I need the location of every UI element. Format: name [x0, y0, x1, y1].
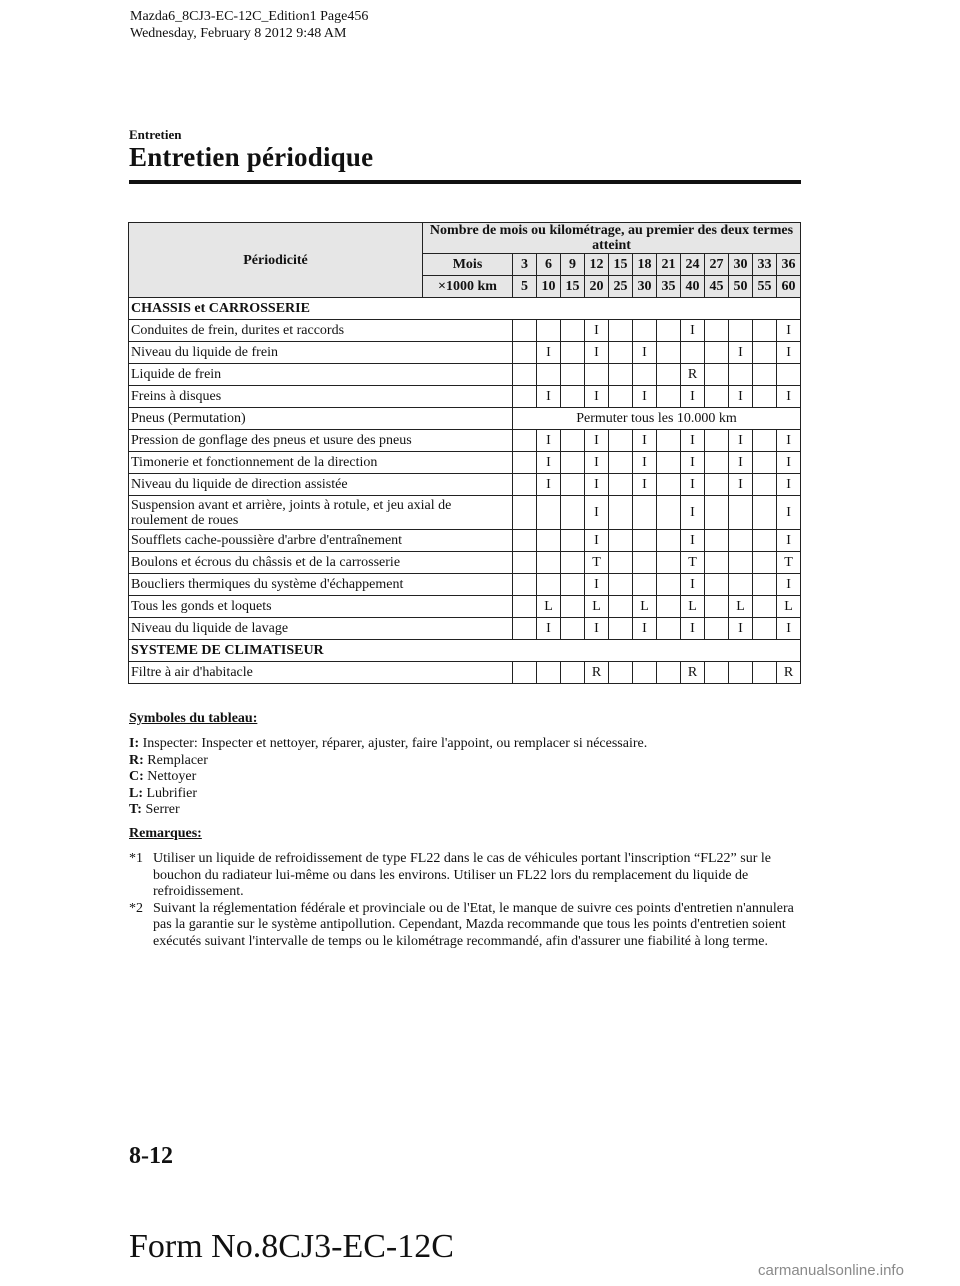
schedule-cell [705, 474, 729, 496]
schedule-cell [537, 320, 561, 342]
schedule-cell [753, 662, 777, 684]
schedule-cell [705, 496, 729, 530]
table-row [129, 386, 801, 408]
schedule-cell [561, 474, 585, 496]
km-header-cell: 20 [585, 276, 609, 298]
month-header-cell: 24 [681, 254, 705, 276]
schedule-cell [609, 342, 633, 364]
month-header-cell: 27 [705, 254, 729, 276]
month-header-cell: 6 [537, 254, 561, 276]
schedule-cell: I [633, 474, 657, 496]
schedule-cell [609, 496, 633, 530]
interval-span-header: Nombre de mois ou kilométrage, au premier des deux termes atteint [423, 223, 801, 254]
schedule-cell [657, 596, 681, 618]
schedule-cell [657, 430, 681, 452]
item-name: Boulons et écrous du châssis et de la carrosserie [129, 552, 513, 574]
table-row [129, 408, 801, 430]
schedule-cell [657, 386, 681, 408]
schedule-cell [729, 662, 753, 684]
km-header-cell: 30 [633, 276, 657, 298]
schedule-cell [561, 530, 585, 552]
symbol-item [129, 769, 647, 786]
schedule-cell [633, 552, 657, 574]
schedule-cell [537, 530, 561, 552]
schedule-cell [609, 662, 633, 684]
item-name: Niveau du liquide de frein [129, 342, 513, 364]
schedule-cell: I [633, 386, 657, 408]
schedule-cell [753, 596, 777, 618]
remarks-list [129, 851, 801, 950]
remark-text: Suivant la réglementation fédérale et provinciale ou de l'Etat, le manque de suivre ces points d'entretien n'annulera pas la garantie sur le système antipollution. Cependant, Mazda recommande que tous les points d'entretien soient exécutés suivant l'intervalle de temps ou le kilométrage recommandé, afin d'assurer une fiabilité à long terme. [153, 900, 794, 949]
schedule-cell: I [585, 530, 609, 552]
km-header-cell: 60 [777, 276, 801, 298]
schedule-cell [609, 530, 633, 552]
schedule-cell [705, 552, 729, 574]
schedule-cell: I [777, 496, 801, 530]
schedule-cell [681, 342, 705, 364]
schedule-cell: I [585, 430, 609, 452]
remark-item [129, 901, 801, 951]
table-row [129, 552, 801, 574]
schedule-cell [561, 430, 585, 452]
schedule-cell: I [729, 474, 753, 496]
schedule-cell: L [537, 596, 561, 618]
schedule-cell [657, 552, 681, 574]
schedule-cell: R [777, 662, 801, 684]
schedule-cell [657, 496, 681, 530]
schedule-cell [513, 552, 537, 574]
schedule-cell: I [777, 618, 801, 640]
schedule-cell: I [633, 342, 657, 364]
schedule-cell: I [633, 430, 657, 452]
schedule-cell [705, 452, 729, 474]
km-header-cell: 25 [609, 276, 633, 298]
schedule-cell [753, 320, 777, 342]
watermark: carmanualsonline.info [758, 1262, 904, 1279]
section-title: CHASSIS et CARROSSERIE [129, 298, 801, 320]
month-header-cell: 12 [585, 254, 609, 276]
item-name: Conduites de frein, durites et raccords [129, 320, 513, 342]
months-label: Mois [423, 254, 513, 276]
section-row [129, 640, 801, 662]
schedule-cell [705, 364, 729, 386]
schedule-cell [633, 496, 657, 530]
symbol-item [129, 786, 647, 803]
schedule-cell [561, 386, 585, 408]
item-span-note: Permuter tous les 10.000 km [513, 408, 801, 430]
schedule-cell [585, 364, 609, 386]
schedule-cell: I [681, 618, 705, 640]
symbol-text: Serrer [145, 802, 180, 817]
schedule-cell: L [585, 596, 609, 618]
schedule-cell [729, 496, 753, 530]
month-header-cell: 33 [753, 254, 777, 276]
schedule-cell: I [681, 496, 705, 530]
schedule-cell: I [585, 386, 609, 408]
schedule-cell [609, 430, 633, 452]
schedule-cell [633, 574, 657, 596]
km-header-cell: 15 [561, 276, 585, 298]
table-row [129, 452, 801, 474]
schedule-cell [609, 474, 633, 496]
schedule-cell [513, 364, 537, 386]
schedule-cell [753, 364, 777, 386]
schedule-cell [561, 574, 585, 596]
schedule-cell: L [681, 596, 705, 618]
schedule-cell [753, 430, 777, 452]
schedule-cell [609, 364, 633, 386]
schedule-cell [753, 474, 777, 496]
month-header-cell: 30 [729, 254, 753, 276]
schedule-cell: I [729, 342, 753, 364]
item-name: Soufflets cache-poussière d'arbre d'entraînement [129, 530, 513, 552]
schedule-cell [513, 496, 537, 530]
schedule-cell: I [681, 430, 705, 452]
schedule-cell [753, 574, 777, 596]
schedule-cell [705, 574, 729, 596]
item-name: Timonerie et fonctionnement de la direction [129, 452, 513, 474]
table-row [129, 618, 801, 640]
page-title: Entretien périodique [129, 142, 374, 172]
table-row [129, 496, 801, 530]
item-name: Filtre à air d'habitacle [129, 662, 513, 684]
item-name: Boucliers thermiques du système d'échappement [129, 574, 513, 596]
section-row [129, 298, 801, 320]
schedule-cell [537, 496, 561, 530]
schedule-cell [729, 552, 753, 574]
section-label: Entretien [129, 127, 182, 142]
schedule-cell [537, 552, 561, 574]
item-name: Liquide de frein [129, 364, 513, 386]
schedule-cell [537, 662, 561, 684]
remark-mark: *1 [129, 851, 143, 866]
schedule-cell [729, 364, 753, 386]
schedule-cell: T [585, 552, 609, 574]
form-number: Form No.8CJ3-EC-12C [129, 1228, 454, 1265]
schedule-cell: I [537, 430, 561, 452]
item-name: Pression de gonflage des pneus et usure des pneus [129, 430, 513, 452]
table-row [129, 662, 801, 684]
schedule-cell: L [729, 596, 753, 618]
item-name: Suspension avant et arrière, joints à rotule, et jeu axial de roulement de roues [129, 496, 513, 530]
schedule-cell [537, 574, 561, 596]
schedule-cell: I [777, 386, 801, 408]
schedule-cell [705, 618, 729, 640]
schedule-cell [657, 320, 681, 342]
schedule-cell: I [729, 430, 753, 452]
schedule-cell [561, 552, 585, 574]
month-header-cell: 21 [657, 254, 681, 276]
maintenance-table [128, 222, 801, 684]
schedule-cell: I [681, 474, 705, 496]
schedule-cell: I [537, 452, 561, 474]
month-header-cell: 18 [633, 254, 657, 276]
table-row [129, 574, 801, 596]
schedule-cell [657, 662, 681, 684]
schedule-cell: I [585, 474, 609, 496]
schedule-cell: T [681, 552, 705, 574]
item-name: Freins à disques [129, 386, 513, 408]
schedule-cell: R [681, 364, 705, 386]
symbol-item [129, 753, 647, 770]
schedule-cell [513, 430, 537, 452]
schedule-cell [513, 530, 537, 552]
schedule-cell [561, 364, 585, 386]
schedule-cell [513, 618, 537, 640]
symbols-list [129, 736, 647, 819]
schedule-cell: I [585, 496, 609, 530]
schedule-cell: I [681, 386, 705, 408]
schedule-cell: I [585, 320, 609, 342]
table-row [129, 474, 801, 496]
schedule-cell [561, 320, 585, 342]
schedule-cell: I [777, 452, 801, 474]
schedule-cell [513, 474, 537, 496]
schedule-cell: I [537, 386, 561, 408]
schedule-cell: I [729, 386, 753, 408]
schedule-cell [513, 320, 537, 342]
schedule-cell [657, 364, 681, 386]
schedule-cell [633, 320, 657, 342]
schedule-cell: I [777, 430, 801, 452]
schedule-cell [705, 530, 729, 552]
symbol-key: L: [129, 785, 143, 801]
schedule-cell: I [537, 342, 561, 364]
schedule-cell: I [681, 452, 705, 474]
schedule-cell [753, 452, 777, 474]
table-row [129, 320, 801, 342]
symbol-key: T: [129, 802, 142, 817]
km-label: ×1000 km [423, 276, 513, 298]
schedule-cell [609, 452, 633, 474]
month-header-cell: 3 [513, 254, 537, 276]
schedule-cell [753, 386, 777, 408]
schedule-cell [609, 320, 633, 342]
print-header-line2: Wednesday, February 8 2012 9:48 AM [130, 26, 347, 41]
schedule-cell: I [585, 342, 609, 364]
schedule-cell [657, 452, 681, 474]
schedule-cell [657, 342, 681, 364]
schedule-cell: I [681, 530, 705, 552]
schedule-cell: R [681, 662, 705, 684]
remark-text: Utiliser un liquide de refroidissement de type FL22 dans le cas de véhicules portant l'inscription “FL22” sur le bouchon du radiateur lui-même ou dans les environs. Utiliser un FL22 lors du remplacement du liquide de refroidissement. [153, 851, 771, 899]
schedule-cell [705, 386, 729, 408]
schedule-cell: I [729, 618, 753, 640]
section-title: SYSTEME DE CLIMATISEUR [129, 640, 801, 662]
print-header-line1: Mazda6_8CJ3-EC-12C_Edition1 Page456 [130, 9, 369, 24]
schedule-cell [705, 430, 729, 452]
schedule-cell [513, 662, 537, 684]
remark-item [129, 851, 801, 901]
month-header-cell: 36 [777, 254, 801, 276]
symbol-item [129, 802, 647, 819]
schedule-cell: T [777, 552, 801, 574]
schedule-cell [705, 596, 729, 618]
schedule-cell [561, 342, 585, 364]
schedule-cell: I [537, 474, 561, 496]
km-header-cell: 55 [753, 276, 777, 298]
km-header-cell: 50 [729, 276, 753, 298]
schedule-cell [705, 662, 729, 684]
schedule-cell [537, 364, 561, 386]
remarks-title: Remarques: [129, 826, 202, 841]
symbol-text: Inspecter: Inspecter et nettoyer, réparer, ajuster, faire l'appoint, ou remplacer si nécessaire. [142, 736, 648, 751]
symbol-key: C: [129, 769, 144, 784]
schedule-cell [561, 496, 585, 530]
schedule-cell [609, 596, 633, 618]
schedule-cell [513, 342, 537, 364]
schedule-cell: I [777, 474, 801, 496]
title-rule [129, 180, 801, 184]
km-header-cell: 10 [537, 276, 561, 298]
remark-mark: *2 [129, 900, 143, 916]
month-header-cell: 15 [609, 254, 633, 276]
schedule-cell [753, 552, 777, 574]
schedule-cell [561, 662, 585, 684]
schedule-cell: I [681, 574, 705, 596]
schedule-cell: I [537, 618, 561, 640]
table-body [129, 298, 801, 684]
schedule-cell [513, 386, 537, 408]
schedule-cell: I [777, 574, 801, 596]
schedule-cell [729, 320, 753, 342]
schedule-cell: I [777, 320, 801, 342]
table-row [129, 430, 801, 452]
schedule-cell [753, 530, 777, 552]
schedule-cell [657, 530, 681, 552]
km-header-cell: 40 [681, 276, 705, 298]
schedule-cell: L [633, 596, 657, 618]
schedule-cell [609, 552, 633, 574]
schedule-cell [657, 574, 681, 596]
item-name: Niveau du liquide de lavage [129, 618, 513, 640]
schedule-cell: I [633, 618, 657, 640]
table-row [129, 596, 801, 618]
km-header-cell: 45 [705, 276, 729, 298]
schedule-cell: I [585, 574, 609, 596]
page-number: 8-12 [129, 1143, 173, 1169]
table-row [129, 530, 801, 552]
symbol-key: I: [129, 736, 140, 751]
periodicity-header: Périodicité [129, 223, 423, 298]
schedule-cell [633, 662, 657, 684]
table-row [129, 342, 801, 364]
schedule-cell: I [777, 342, 801, 364]
month-header-cell: 9 [561, 254, 585, 276]
schedule-cell [513, 596, 537, 618]
schedule-cell: L [777, 596, 801, 618]
item-name: Tous les gonds et loquets [129, 596, 513, 618]
km-header-cell: 35 [657, 276, 681, 298]
symbol-item [129, 736, 647, 753]
symbols-title: Symboles du tableau: [129, 711, 258, 726]
schedule-cell [609, 574, 633, 596]
schedule-cell [633, 530, 657, 552]
schedule-cell [705, 320, 729, 342]
schedule-cell [633, 364, 657, 386]
schedule-cell [513, 574, 537, 596]
schedule-cell [657, 618, 681, 640]
schedule-cell: I [777, 530, 801, 552]
schedule-cell: I [681, 320, 705, 342]
schedule-cell [561, 618, 585, 640]
schedule-cell: I [585, 618, 609, 640]
print-header [130, 8, 368, 42]
schedule-cell: I [585, 452, 609, 474]
symbol-text: Lubrifier [146, 785, 198, 801]
item-name: Niveau du liquide de direction assistée [129, 474, 513, 496]
schedule-cell [657, 474, 681, 496]
schedule-cell [753, 496, 777, 530]
symbol-text: Nettoyer [147, 769, 197, 784]
schedule-cell [753, 618, 777, 640]
table-row [129, 364, 801, 386]
km-header-cell: 5 [513, 276, 537, 298]
schedule-cell [561, 452, 585, 474]
schedule-cell [513, 452, 537, 474]
schedule-cell [777, 364, 801, 386]
schedule-cell [729, 530, 753, 552]
schedule-cell: R [585, 662, 609, 684]
schedule-cell [609, 386, 633, 408]
symbol-text: Remplacer [147, 752, 208, 768]
schedule-cell [705, 342, 729, 364]
schedule-cell [729, 574, 753, 596]
schedule-cell [609, 618, 633, 640]
schedule-cell [753, 342, 777, 364]
schedule-cell: I [729, 452, 753, 474]
schedule-cell: I [633, 452, 657, 474]
item-name: Pneus (Permutation) [129, 408, 513, 430]
schedule-cell [561, 596, 585, 618]
symbol-key: R: [129, 752, 144, 768]
